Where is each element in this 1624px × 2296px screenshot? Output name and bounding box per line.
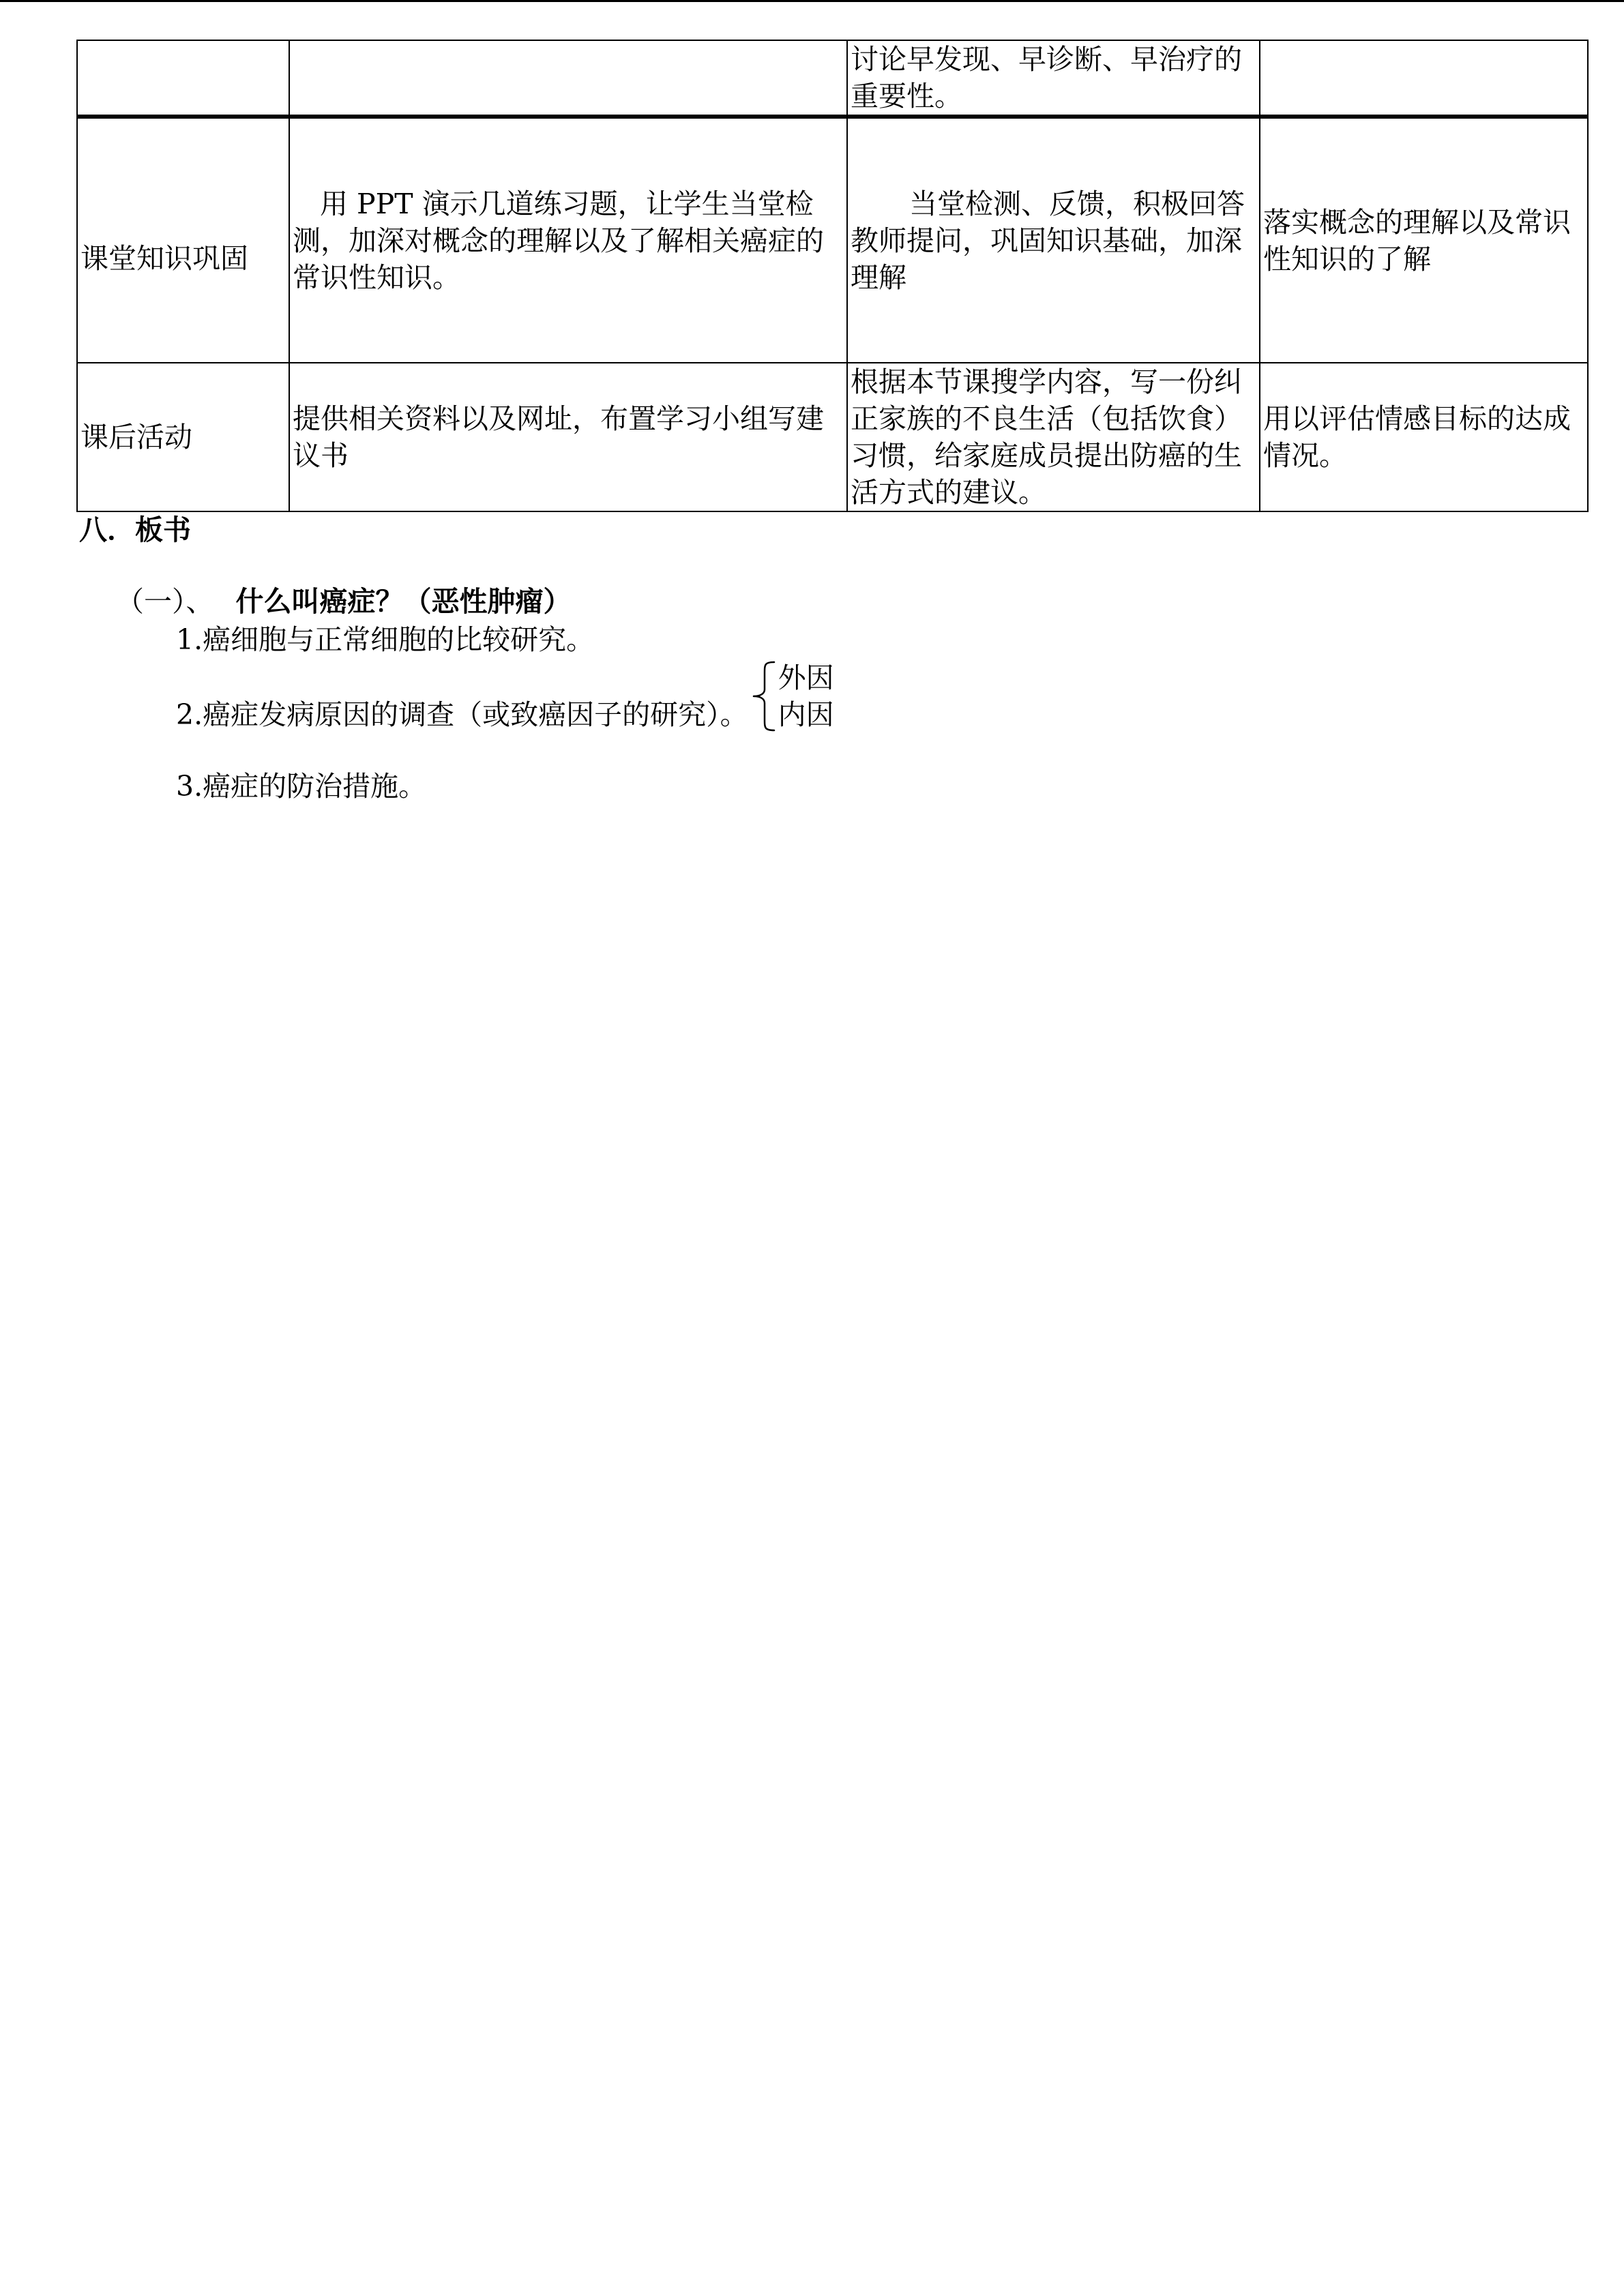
cell-teaching-stage xyxy=(77,40,289,117)
section-number: （一）、 xyxy=(116,585,214,618)
student-activity-line: 理解 xyxy=(851,260,906,294)
cell-teacher-activity xyxy=(289,363,847,511)
page-top-rule xyxy=(0,0,1624,2)
student-activity-line: 重要性。 xyxy=(851,80,962,113)
board-item xyxy=(176,621,594,658)
student-activity-line: 当堂检测、反馈，积极回答 xyxy=(909,187,1245,220)
teacher-activity-line: 测，加深对概念的理解以及了解相关癌症的 xyxy=(293,224,824,257)
student-activity-line: 讨论早发现、早诊断、早治疗的 xyxy=(851,43,1242,76)
design-intent-line: 用以评估情感目标的达成 xyxy=(1263,402,1571,435)
student-activity-line: 根据本节课搜学内容，写一份纠 xyxy=(851,366,1242,398)
cause-branches xyxy=(778,659,834,733)
cell-student-activity xyxy=(847,40,1260,117)
cell-student-activity xyxy=(847,363,1260,511)
student-activity-line: 活方式的建议。 xyxy=(851,476,1046,509)
cell-teacher-activity xyxy=(289,40,847,117)
branch-internal-cause: 内因 xyxy=(778,698,834,731)
design-intent-line: 落实概念的理解以及常识 xyxy=(1263,205,1571,239)
board-heading: 八．板书 xyxy=(79,513,191,546)
board-item-text: 2.癌症发病原因的调查（或致癌因子的研究）。 xyxy=(176,698,748,731)
board-section-title xyxy=(116,583,572,620)
design-intent-line: 性知识的了解 xyxy=(1263,242,1431,275)
student-activity-line: 教师提问，巩固知识基础，加深 xyxy=(851,224,1242,257)
cell-design-intent xyxy=(1260,117,1588,363)
teacher-activity-line: 议书 xyxy=(293,439,349,472)
teacher-activity-line: 常识性知识。 xyxy=(293,260,460,294)
section-title: 什么叫癌症？（恶性肿瘤） xyxy=(235,585,572,618)
lesson-plan-table xyxy=(76,40,1589,512)
cell-teacher-activity xyxy=(289,117,847,363)
cell-teaching-stage xyxy=(77,363,289,511)
branch-external-cause: 外因 xyxy=(778,661,834,694)
cell-teaching-stage xyxy=(77,117,289,363)
stage-label: 课堂知识巩固 xyxy=(80,241,248,275)
board-item xyxy=(176,659,834,733)
board-item-text: 1.癌细胞与正常细胞的比较研究。 xyxy=(176,623,595,656)
teacher-activity-line: 提供相关资料以及网址，布置学习小组写建 xyxy=(293,402,824,435)
cell-design-intent xyxy=(1260,40,1588,117)
cell-design-intent xyxy=(1260,363,1588,511)
cell-student-activity xyxy=(847,117,1260,363)
student-activity-line: 正家族的不良生活（包括饮食） xyxy=(851,402,1242,435)
teacher-activity-line: 用 PPT 演示几道练习题，让学生当堂检 xyxy=(320,187,814,220)
student-activity-line: 习惯，给家庭成员提出防癌的生 xyxy=(851,439,1242,472)
stage-label: 课后活动 xyxy=(80,421,192,453)
board-item xyxy=(176,768,426,805)
design-intent-line: 情况。 xyxy=(1263,439,1347,472)
curly-brace-icon xyxy=(750,659,777,733)
table-row xyxy=(77,363,1588,511)
table-row xyxy=(77,117,1588,363)
board-item-text: 3.癌症的防治措施。 xyxy=(176,770,427,803)
table-row xyxy=(77,40,1588,117)
